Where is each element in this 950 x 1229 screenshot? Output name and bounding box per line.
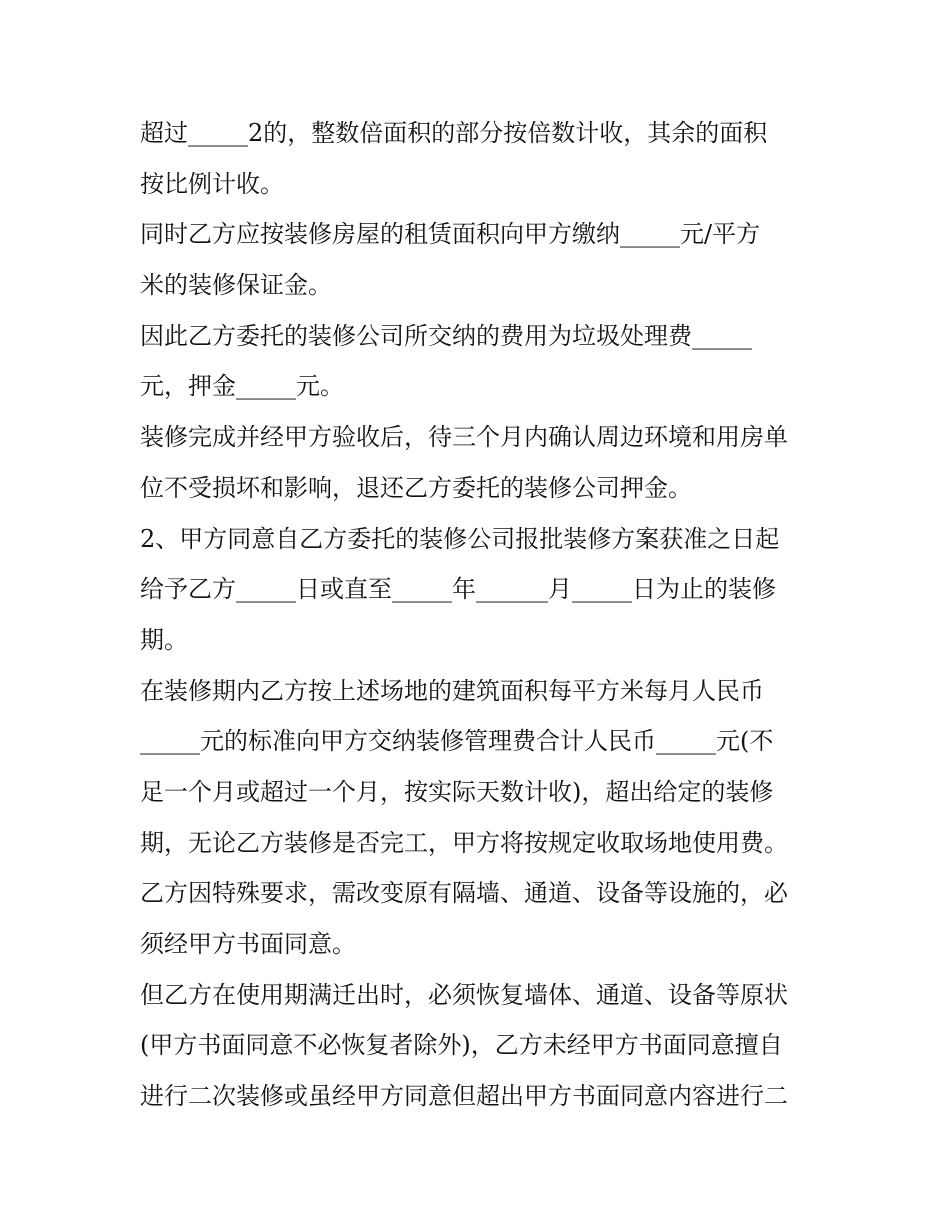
text-line-1: 超过_____2的，整数倍面积的部分按倍数计收，其余的面积 (140, 119, 768, 147)
document-body (140, 108, 820, 1122)
text-line-13: _____元的标准向甲方交纳装修管理费合计人民币_____元(不 (140, 727, 774, 756)
text-line-16: 乙方因特殊要求，需改变原有隔墙、通道、设备等设施的，必 (140, 879, 788, 908)
text-line-12: 在装修期内乙方按上述场地的建筑面积每平方米每月人民币 (140, 676, 764, 705)
text-line-11: 期。 (140, 625, 188, 654)
text-line-9: 2、甲方同意自乙方委托的装修公司报批装修方案获准之日起 (140, 524, 780, 553)
text-line-8: 位不受损坏和影响，退还乙方委托的装修公司押金。 (140, 473, 692, 502)
text-line-15: 期，无论乙方装修是否完工，甲方将按规定收取场地使用费。 (140, 828, 788, 857)
text-line-17: 须经甲方书面同意。 (140, 930, 356, 958)
text-line-4: 米的装修保证金。 (140, 271, 332, 300)
text-line-3: 同时乙方应按装修房屋的租赁面积向甲方缴纳_____元/平方 (140, 220, 761, 249)
text-line-19: (甲方书面同意不必恢复者除外)，乙方未经甲方书面同意擅自 (140, 1031, 783, 1060)
text-line-7: 装修完成并经甲方验收后，待三个月内确认周边环境和用房单 (140, 423, 788, 452)
text-line-20: 进行二次装修或虽经甲方同意但超出甲方书面同意内容进行二 (140, 1082, 788, 1111)
text-line-18: 但乙方在使用期满迁出时，必须恢复墙体、通道、设备等原状 (140, 980, 788, 1009)
text-line-2: 按比例计收。 (140, 169, 284, 198)
text-line-10: 给予乙方_____日或直至_____年______月_____日为止的装修 (140, 575, 776, 604)
text-line-6: 元，押金_____元。 (140, 372, 344, 401)
text-line-5: 因此乙方委托的装修公司所交纳的费用为垃圾处理费_____ (140, 321, 752, 350)
text-line-14: 足一个月或超过一个月，按实际天数计收)，超出给定的装修 (140, 777, 774, 806)
